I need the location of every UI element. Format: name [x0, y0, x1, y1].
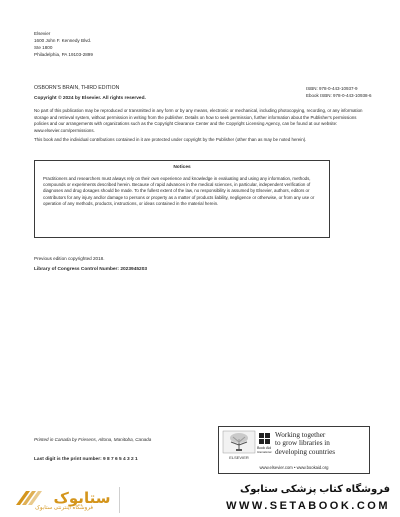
book-title: OSBORN'S BRAIN, THIRD EDITION	[34, 85, 120, 91]
isbn-block	[306, 85, 372, 99]
slogan-line: Working together	[275, 431, 326, 439]
ebook-isbn: Ebook ISBN: 978-0-443-10938-6	[306, 93, 372, 98]
printed-in: Printed in Canada by Friesens, Altona, Manitoba, Canada	[34, 437, 152, 442]
protected-paragraph: This book and the individual contributions contained in it are protected under copyright by the Publisher (other than as may be noted herein).	[34, 137, 307, 142]
loc-control-number: Library of Congress Control Number: 2023945203	[34, 267, 148, 272]
copyright-line: Copyright © 2024 by Elsevier. All rights reserved.	[34, 96, 146, 101]
setabook-logo-subtitle: فروشگاه اینترنتی ستابوک	[34, 505, 93, 511]
address-line: Philadelphia, PA 19103-2899	[34, 52, 93, 57]
book-aid-logo-line2: International	[257, 451, 272, 454]
shop-title: فروشگاه کتاب پزشکی ستابوک	[239, 484, 390, 495]
shop-url-link[interactable]: WWW.SETABOOK.COM	[226, 500, 390, 512]
footer-divider	[119, 487, 120, 513]
notices-box	[34, 160, 330, 238]
book-aid-urls: www.elsevier.com • www.bookaid.org	[259, 465, 329, 470]
slogan-line: developing countries	[275, 447, 336, 456]
elsevier-tree-logo	[222, 430, 256, 462]
isbn: ISBN: 978-0-443-10937-9	[306, 86, 358, 91]
elsevier-logo-word: ELSEVIER	[229, 455, 249, 460]
notices-title: Notices	[173, 165, 191, 170]
rights-paragraph: No part of this publication may be reproduced or transmitted in any form or by any means, electronic or mechanical, including photocopying, recording, or any information storage and retrieval system, without permission in writing from the publisher. Details on how to seek permission, further information about the Publisher's permissions policies and our arrangements with organizations such as the Copyright Clearance Center and the Copyright Licensing Agency, can be found at our website: www.elsevier.com/permissions.	[34, 108, 363, 133]
slogan-line: to grow libraries in	[275, 439, 330, 448]
address-line: Ste 1800	[34, 45, 53, 50]
book-aid-box	[218, 426, 370, 474]
print-number-line: Last digit is the print number: 9 8 7 6 5 4 3 2 1	[34, 457, 138, 462]
book-aid-slogan	[275, 431, 369, 456]
notices-body: Practitioners and researchers must always rely on their own experience and knowledge in evaluating and using any information, methods, compounds or experiments described herein. Because of rapid advances in the medical sciences, in particular, independent verification of diagnoses and drug dosages should be made. To the fullest extent of the law, no responsibility is assumed by Elsevier, authors, editors or contributors for any injury and/or damage to persons or property as a matter of products liability, negligence or otherwise, or from any use or operation of any methods, products, instructions, or ideas contained in the material herein.	[43, 176, 315, 206]
previous-edition: Previous edition copyrighted 2018.	[34, 256, 105, 261]
setabook-logo-name: ستابوک	[53, 489, 111, 507]
publisher-address	[34, 30, 93, 58]
address-line: Elsevier	[34, 31, 51, 36]
book-aid-logo	[257, 432, 273, 456]
book-aid-logo-line1: Book Aid	[257, 446, 272, 450]
address-line: 1600 John F. Kennedy Blvd.	[34, 38, 92, 43]
